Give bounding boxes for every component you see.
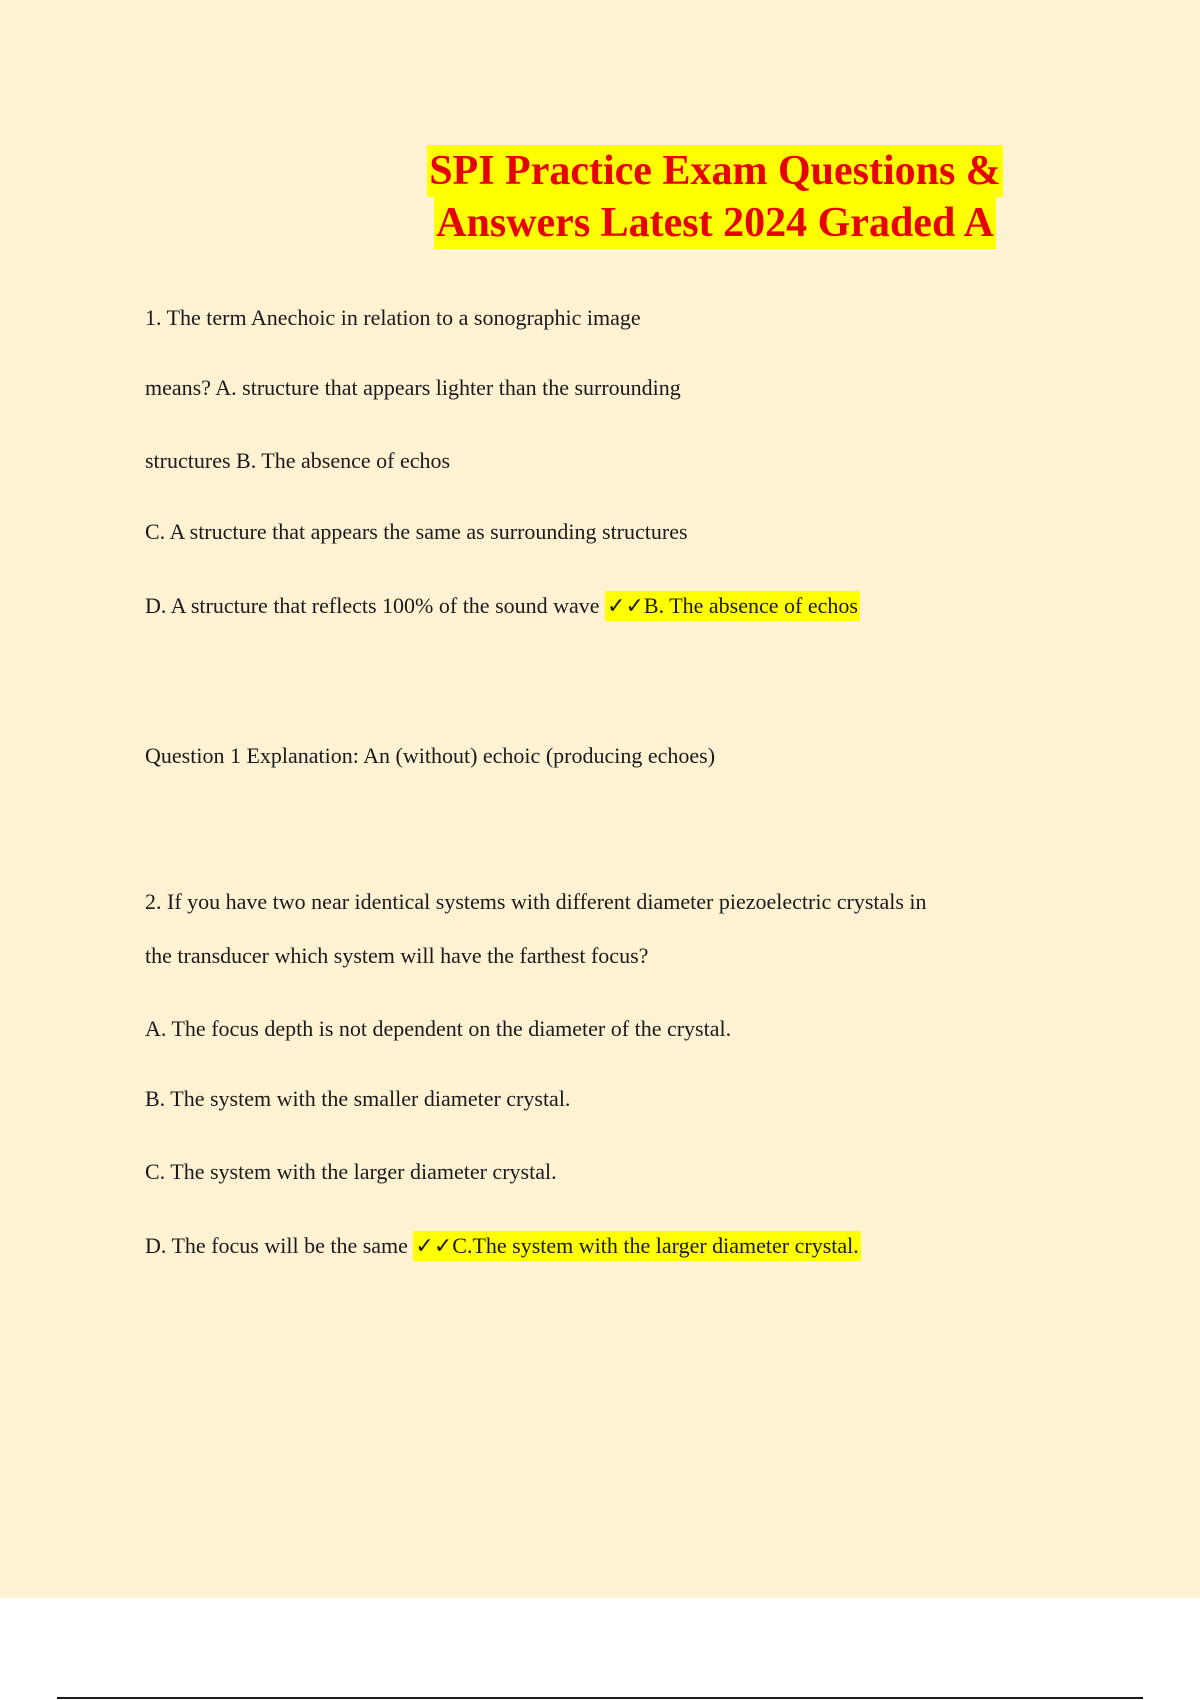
question-1-option-d: D. A structure that reflects 100% of the sound wave <box>145 593 600 618</box>
question-2-option-a: A. The focus depth is not dependent on the diameter of the crystal. <box>145 1016 732 1041</box>
document-title <box>405 145 1025 249</box>
question-1-option-c: C. A structure that appears the same as surrounding structures <box>145 519 688 544</box>
question-2-option-d: D. The focus will be the same <box>145 1233 408 1258</box>
question-1-text-line-1: 1. The term Anechoic in relation to a sonographic image <box>145 305 641 330</box>
question-1-explanation: Question 1 Explanation: An (without) echoic (producing echoes) <box>145 743 716 768</box>
question-2-text-line-1: 2. If you have two near identical systems with different diameter piezoelectric crystals in <box>145 889 927 914</box>
question-2-option-d-line <box>145 1232 861 1260</box>
title-line-1: SPI Practice Exam Questions & <box>427 145 1003 197</box>
question-2-answer: ✓✓C.The system with the larger diameter crystal. <box>413 1231 860 1261</box>
question-2-text-line-2: the transducer which system will have the farthest focus? <box>145 943 649 968</box>
question-1-option-d-line <box>145 592 860 620</box>
question-1-text-line-2: means? A. structure that appears lighter than the surrounding <box>145 375 681 400</box>
question-2-option-b: B. The system with the smaller diameter crystal. <box>145 1086 571 1111</box>
question-1-answer: ✓✓B. The absence of echos <box>605 591 860 621</box>
page-bottom-rule <box>57 1697 1143 1699</box>
question-2-option-c: C. The system with the larger diameter crystal. <box>145 1159 557 1184</box>
title-line-2: Answers Latest 2024 Graded A <box>434 197 996 249</box>
question-1-text-line-3: structures B. The absence of echos <box>145 448 451 473</box>
